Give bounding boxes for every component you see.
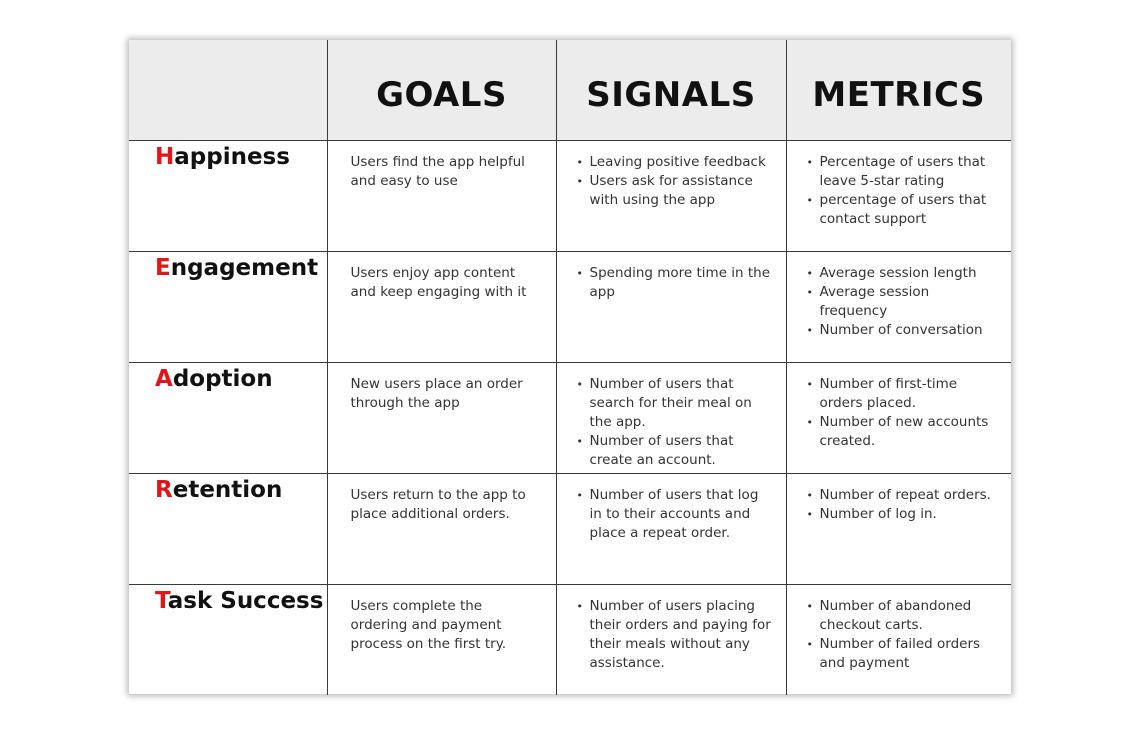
goal-cell: Users complete the ordering and payment process on the first try. xyxy=(327,584,556,695)
list-item: • Number of first-time orders placed. xyxy=(820,375,1000,413)
table-header-row xyxy=(129,40,1011,140)
table-row-task-success xyxy=(129,584,1011,695)
header-signals: SIGNALS xyxy=(556,40,786,140)
signals-cell xyxy=(556,140,786,251)
list-item: • Spending more time in the app xyxy=(590,264,774,302)
signals-list xyxy=(557,141,786,210)
table-row-adoption xyxy=(129,362,1011,473)
list-item: • Number of conversation xyxy=(820,321,1000,340)
metrics-cell xyxy=(786,251,1011,362)
row-label-engagement xyxy=(129,251,327,362)
list-item: • Number of abandoned checkout carts. xyxy=(820,597,1000,635)
list-item: • Average session length xyxy=(820,264,1000,283)
header-metrics: METRICS xyxy=(786,40,1011,140)
table-row-engagement xyxy=(129,251,1011,362)
header-goals: GOALS xyxy=(327,40,556,140)
signals-list xyxy=(557,363,786,470)
list-item: • Average session frequency xyxy=(820,283,1000,321)
heart-framework-card xyxy=(129,40,1011,694)
signals-list xyxy=(557,474,786,543)
metrics-cell xyxy=(786,140,1011,251)
signals-list xyxy=(557,252,786,302)
signals-cell xyxy=(556,584,786,695)
list-item: • Number of users that log in to their accounts and place a repeat order. xyxy=(590,486,774,543)
signals-cell xyxy=(556,362,786,473)
list-item: • Number of users that search for their meal on the app. xyxy=(590,375,774,432)
list-item: • Number of repeat orders. xyxy=(820,486,1000,505)
list-item: • Number of failed orders and payment xyxy=(820,635,1000,673)
row-label-adoption xyxy=(129,362,327,473)
row-initial: A xyxy=(155,365,173,392)
header-corner-cell xyxy=(129,40,327,140)
list-item: • Percentage of users that leave 5-star rating xyxy=(820,153,1000,191)
list-item: • Number of log in. xyxy=(820,505,1000,524)
table-row-happiness xyxy=(129,140,1011,251)
metrics-list xyxy=(787,252,1012,340)
row-initial: E xyxy=(155,254,171,281)
signals-cell xyxy=(556,473,786,584)
goal-cell: Users enjoy app content and keep engaging with it xyxy=(327,251,556,362)
row-label-rest: doption xyxy=(172,365,273,392)
list-item: • Leaving positive feedback xyxy=(590,153,774,172)
list-item: • Users ask for assistance with using the app xyxy=(590,172,774,210)
list-item: • Number of users placing their orders and paying for their meals without any assistance. xyxy=(590,597,774,673)
row-initial: R xyxy=(155,476,173,503)
row-label-rest: etention xyxy=(172,476,283,503)
metrics-list xyxy=(787,585,1012,673)
signals-cell xyxy=(556,251,786,362)
list-item: • Number of users that create an account. xyxy=(590,432,774,470)
goal-cell: Users return to the app to place additional orders. xyxy=(327,473,556,584)
row-initial: H xyxy=(155,143,175,170)
row-initial: T xyxy=(155,587,168,614)
metrics-cell xyxy=(786,584,1011,695)
row-label-retention xyxy=(129,473,327,584)
row-label-happiness xyxy=(129,140,327,251)
list-item: • Number of new accounts created. xyxy=(820,413,1000,451)
row-label-rest: ask Success xyxy=(167,587,324,614)
row-label-task-success xyxy=(129,584,327,695)
row-label-rest: appiness xyxy=(174,143,290,170)
list-item: • percentage of users that contact support xyxy=(820,191,1000,229)
metrics-list xyxy=(787,474,1012,524)
metrics-list xyxy=(787,141,1012,229)
metrics-list xyxy=(787,363,1012,451)
goal-cell: Users find the app helpful and easy to use xyxy=(327,140,556,251)
metrics-cell xyxy=(786,362,1011,473)
row-label-rest: ngagement xyxy=(170,254,319,281)
table-row-retention xyxy=(129,473,1011,584)
metrics-cell xyxy=(786,473,1011,584)
goal-cell: New users place an order through the app xyxy=(327,362,556,473)
heart-framework-table xyxy=(129,40,1011,695)
signals-list xyxy=(557,585,786,673)
